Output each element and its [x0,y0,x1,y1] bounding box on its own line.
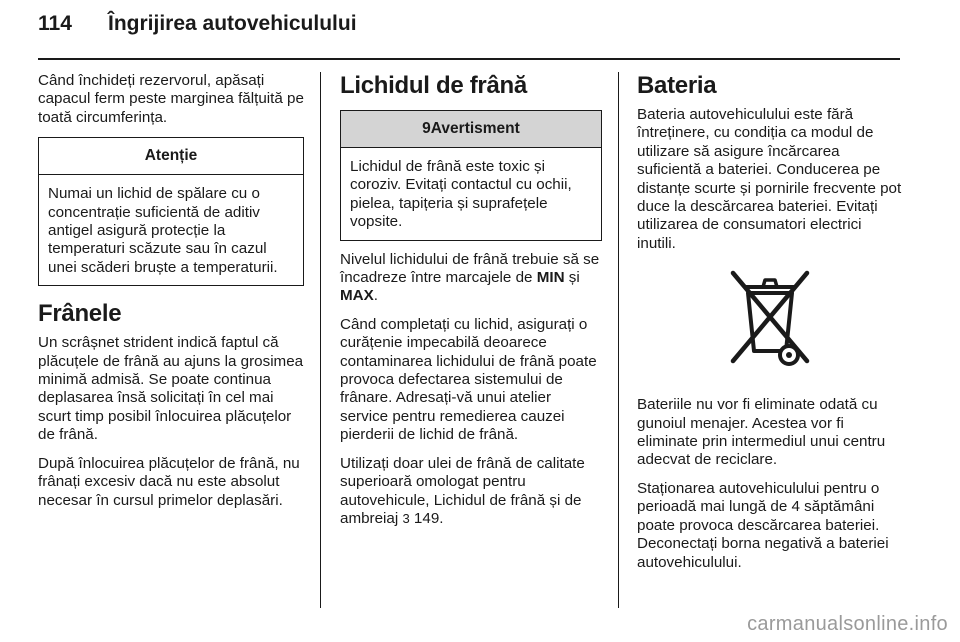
battery-paragraph-1: Bateria autovehiculului este fără întreținere, cu condiția ca modul de utilizare să asigure încărcarea suficientă a bateriei. Conducerea pe distanțe scurte și pornirile frecvente pot duce la descărcarea bateriei. Evitați utilizarea de consumatori electrici inutili. [637,106,902,252]
column-2 [340,72,602,538]
warning-text: Lichidul de frână este toxic și coroziv. Evitați contactul cu ochii, pielea, tapițeria și suprafețele vopsite. [350,158,572,231]
column-divider-2 [618,72,619,608]
header-rule [38,58,900,60]
min-mark: MIN [536,269,565,287]
fluid-level-text: Nivelul lichidului de frână trebuie să se încadreze între marcajele de [340,250,600,287]
notice-box [38,137,304,286]
brake-fluid-heading: Lichidul de frână [340,72,527,99]
period-text: . [373,287,378,305]
max-mark: MAX [340,287,374,305]
page-reference-arrow-icon: 3 [402,510,410,526]
brakes-paragraph-2: După înlocuirea plăcuțelor de frână, nu frânați excesiv dacă nu este absolut necesar în cursul primelor deplasări. [38,454,300,509]
column-3 [637,72,903,582]
crossed-out-wheelie-bin-icon [715,263,825,375]
page-number: 114 [38,12,72,35]
fuel-cap-paragraph: Când închideți rezervorul, apăsați capacul ferm peste marginea fălțuită pe toată circumferința. [38,72,304,126]
warning-icon: 9 [422,120,431,137]
and-text: și [564,269,580,287]
brakes-heading: Frânele [38,300,122,328]
topping-up-paragraph: Când completați cu lichid, asigurați o curățenie impecabilă deoarece contaminarea lichidului de frână poate provoca defectarea sistemului de frânare. Adresați-vă unui atelier service pentru remedierea cauzei pierderii de lichid de frână. [340,315,597,444]
page-title: Îngrijirea autovehiculului [108,12,357,35]
watermark: carmanualsonline.info [747,613,948,635]
notice-title: Atenție [39,138,303,175]
battery-paragraph-2: Bateriile nu vor fi eliminate odată cu gunoiul menajer. Acestea vor fi eliminate prin intermediul unui centru adecvat de reciclare. [637,396,886,469]
warning-box [340,110,602,241]
battery-heading: Bateria [637,72,717,99]
notice-text: Numai un lichid de spălare cu o concentrație suficientă de aditiv antigel asigură protecție la temperaturi scăzute sau în cazul unei scăderi bruște a temperaturii. [48,185,278,276]
column-divider-1 [320,72,321,608]
fluid-level-paragraph [340,251,602,306]
page-header [38,12,357,36]
fluid-quality-paragraph [340,455,602,529]
warning-title: Avertisment [430,120,520,137]
page-reference[interactable]: 149. [409,509,444,527]
column-1 [38,72,304,520]
recycling-symbol [637,263,903,380]
battery-paragraph-3: Staționarea autovehiculului pentru o perioadă mai lungă de 4 săptămâni poate provoca descărcarea bateriei. Deconectați borna negativă a bateriei autovehiculului. [637,479,889,571]
fluid-quality-text: Utilizați doar ulei de frână de calitate superioară omologat pentru autovehicule, Lichidul de frână și de ambreiaj [340,454,585,527]
brakes-paragraph-1: Un scrâșnet strident indică faptul că plăcuțele de frână au ajuns la grosimea minimă admisă. Se poate continua deplasarea însă solicitați în cel mai scurt timp posibil înlocuirea plăcuțelor de frână. [38,334,304,444]
warning-header [341,111,601,148]
